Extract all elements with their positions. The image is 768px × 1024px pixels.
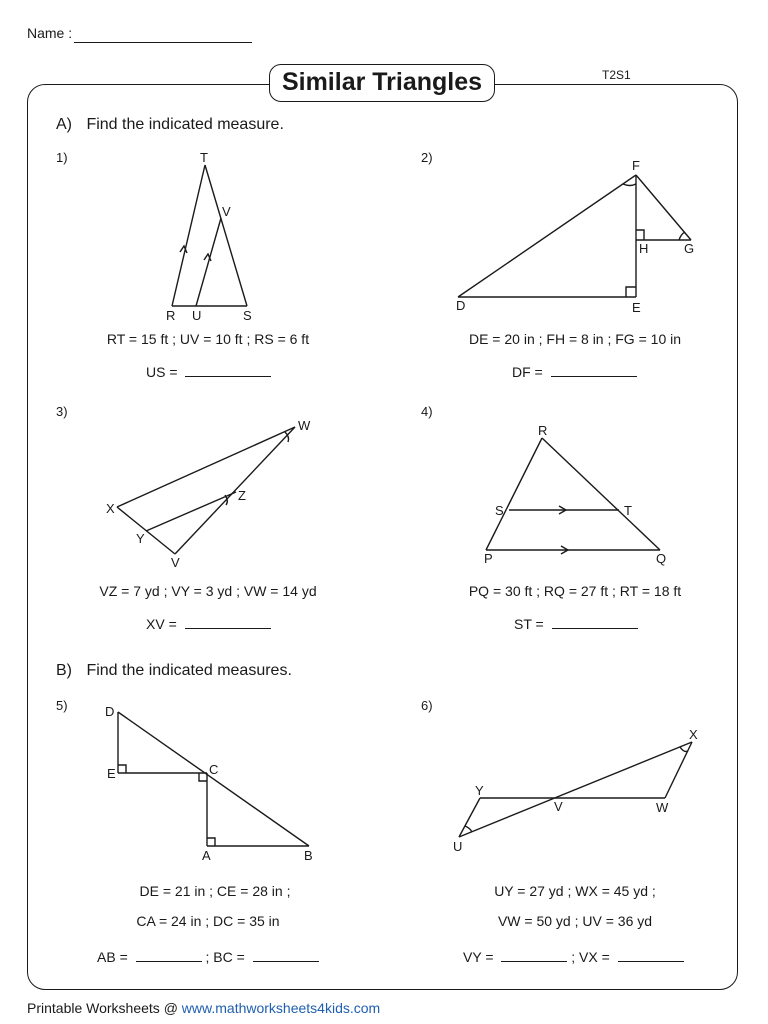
section-a [56, 116, 284, 134]
problem-6-given-1: UY = 27 yd ; WX = 45 yd ; [494, 883, 656, 899]
problem-1-answer-row [146, 364, 271, 380]
problem-4-ask: ST = [514, 616, 544, 632]
vertex-label: U [192, 308, 202, 323]
section-a-instruction: Find the indicated measure. [86, 116, 284, 133]
vertex-label: R [166, 308, 176, 323]
problem-5-ask-bc: ; BC = [205, 949, 245, 965]
problem-5-number: 5) [56, 698, 68, 713]
vertex-label: T [624, 503, 632, 518]
problem-3-given: VZ = 7 yd ; VY = 3 yd ; VW = 14 yd [99, 583, 317, 599]
vertex-label: H [639, 241, 649, 256]
problem-6-ask-vx: ; VX = [571, 949, 610, 965]
vertex-label: G [684, 241, 695, 256]
problem-1-figure [160, 148, 270, 323]
vertex-label: Y [136, 531, 145, 546]
vertex-label: E [632, 300, 641, 315]
answer-blank[interactable] [185, 364, 271, 377]
vertex-label: S [495, 503, 504, 518]
problem-6-ask-vy: VY = [463, 949, 494, 965]
problem-4-number: 4) [421, 404, 433, 419]
problem-2-number: 2) [421, 150, 433, 165]
worksheet-code: T2S1 [602, 68, 631, 82]
vertex-label: X [106, 501, 115, 516]
problem-5-given-2: CA = 24 in ; DC = 35 in [136, 913, 280, 929]
answer-blank[interactable] [185, 616, 271, 629]
problem-6-given-2: VW = 50 yd ; UV = 36 yd [497, 913, 653, 929]
problem-5-figure [100, 702, 330, 867]
problem-5-answer-row [97, 949, 319, 965]
problem-3-answer-row [146, 616, 271, 632]
name-field[interactable] [74, 42, 252, 43]
vertex-label: V [554, 799, 563, 814]
vertex-label: Z [238, 488, 246, 503]
problem-2-figure [450, 155, 700, 320]
vertex-label: W [298, 418, 311, 433]
problem-6-answer-row [463, 949, 684, 965]
vertex-label: W [656, 800, 669, 815]
name-label: Name : [27, 25, 73, 41]
problem-2-answer-row [512, 364, 637, 380]
vertex-label: R [538, 423, 548, 438]
vertex-label: X [689, 727, 698, 742]
footer-link[interactable]: www.mathworksheets4kids.com [181, 1000, 381, 1016]
problem-6-figure [450, 727, 710, 857]
problem-5-ask-ab: AB = [97, 949, 128, 965]
vertex-label: T [200, 150, 208, 165]
answer-blank[interactable] [253, 949, 319, 962]
answer-blank[interactable] [136, 949, 202, 962]
problem-1-number: 1) [56, 150, 68, 165]
problem-2-ask: DF = [512, 364, 543, 380]
vertex-label: V [222, 204, 231, 219]
vertex-label: S [243, 308, 252, 323]
answer-blank[interactable] [551, 364, 637, 377]
problem-1-ask: US = [146, 364, 178, 380]
vertex-label: U [453, 839, 463, 854]
problem-6-number: 6) [421, 698, 433, 713]
vertex-label: P [484, 551, 493, 566]
section-b-label: B) [56, 662, 72, 679]
vertex-label: F [632, 158, 640, 173]
footer-prefix: Printable Worksheets @ [27, 1000, 182, 1016]
vertex-label: E [107, 766, 116, 781]
vertex-label: D [456, 298, 466, 313]
problem-5-given-1: DE = 21 in ; CE = 28 in ; [139, 883, 291, 899]
answer-blank[interactable] [552, 616, 638, 629]
vertex-label: D [105, 704, 115, 719]
section-a-label: A) [56, 116, 72, 133]
worksheet-title: Similar Triangles [269, 64, 495, 102]
problem-4-given: PQ = 30 ft ; RQ = 27 ft ; RT = 18 ft [468, 583, 682, 599]
vertex-label: V [171, 555, 180, 570]
problem-1-given: RT = 15 ft ; UV = 10 ft ; RS = 6 ft [106, 331, 310, 347]
problem-3-figure [100, 415, 320, 575]
vertex-label: B [304, 848, 313, 863]
footer [27, 1000, 380, 1016]
problem-3-number: 3) [56, 404, 68, 419]
section-b-instruction: Find the indicated measures. [86, 662, 292, 679]
vertex-label: A [202, 848, 211, 863]
problem-2-given: DE = 20 in ; FH = 8 in ; FG = 10 in [468, 331, 682, 347]
problem-4-answer-row [514, 616, 638, 632]
problem-4-figure [475, 420, 675, 570]
section-b [56, 662, 292, 680]
vertex-label: Y [475, 783, 484, 798]
answer-blank[interactable] [618, 949, 684, 962]
answer-blank[interactable] [501, 949, 567, 962]
vertex-label: Q [656, 551, 667, 566]
problem-3-ask: XV = [146, 616, 177, 632]
vertex-label: C [209, 762, 219, 777]
